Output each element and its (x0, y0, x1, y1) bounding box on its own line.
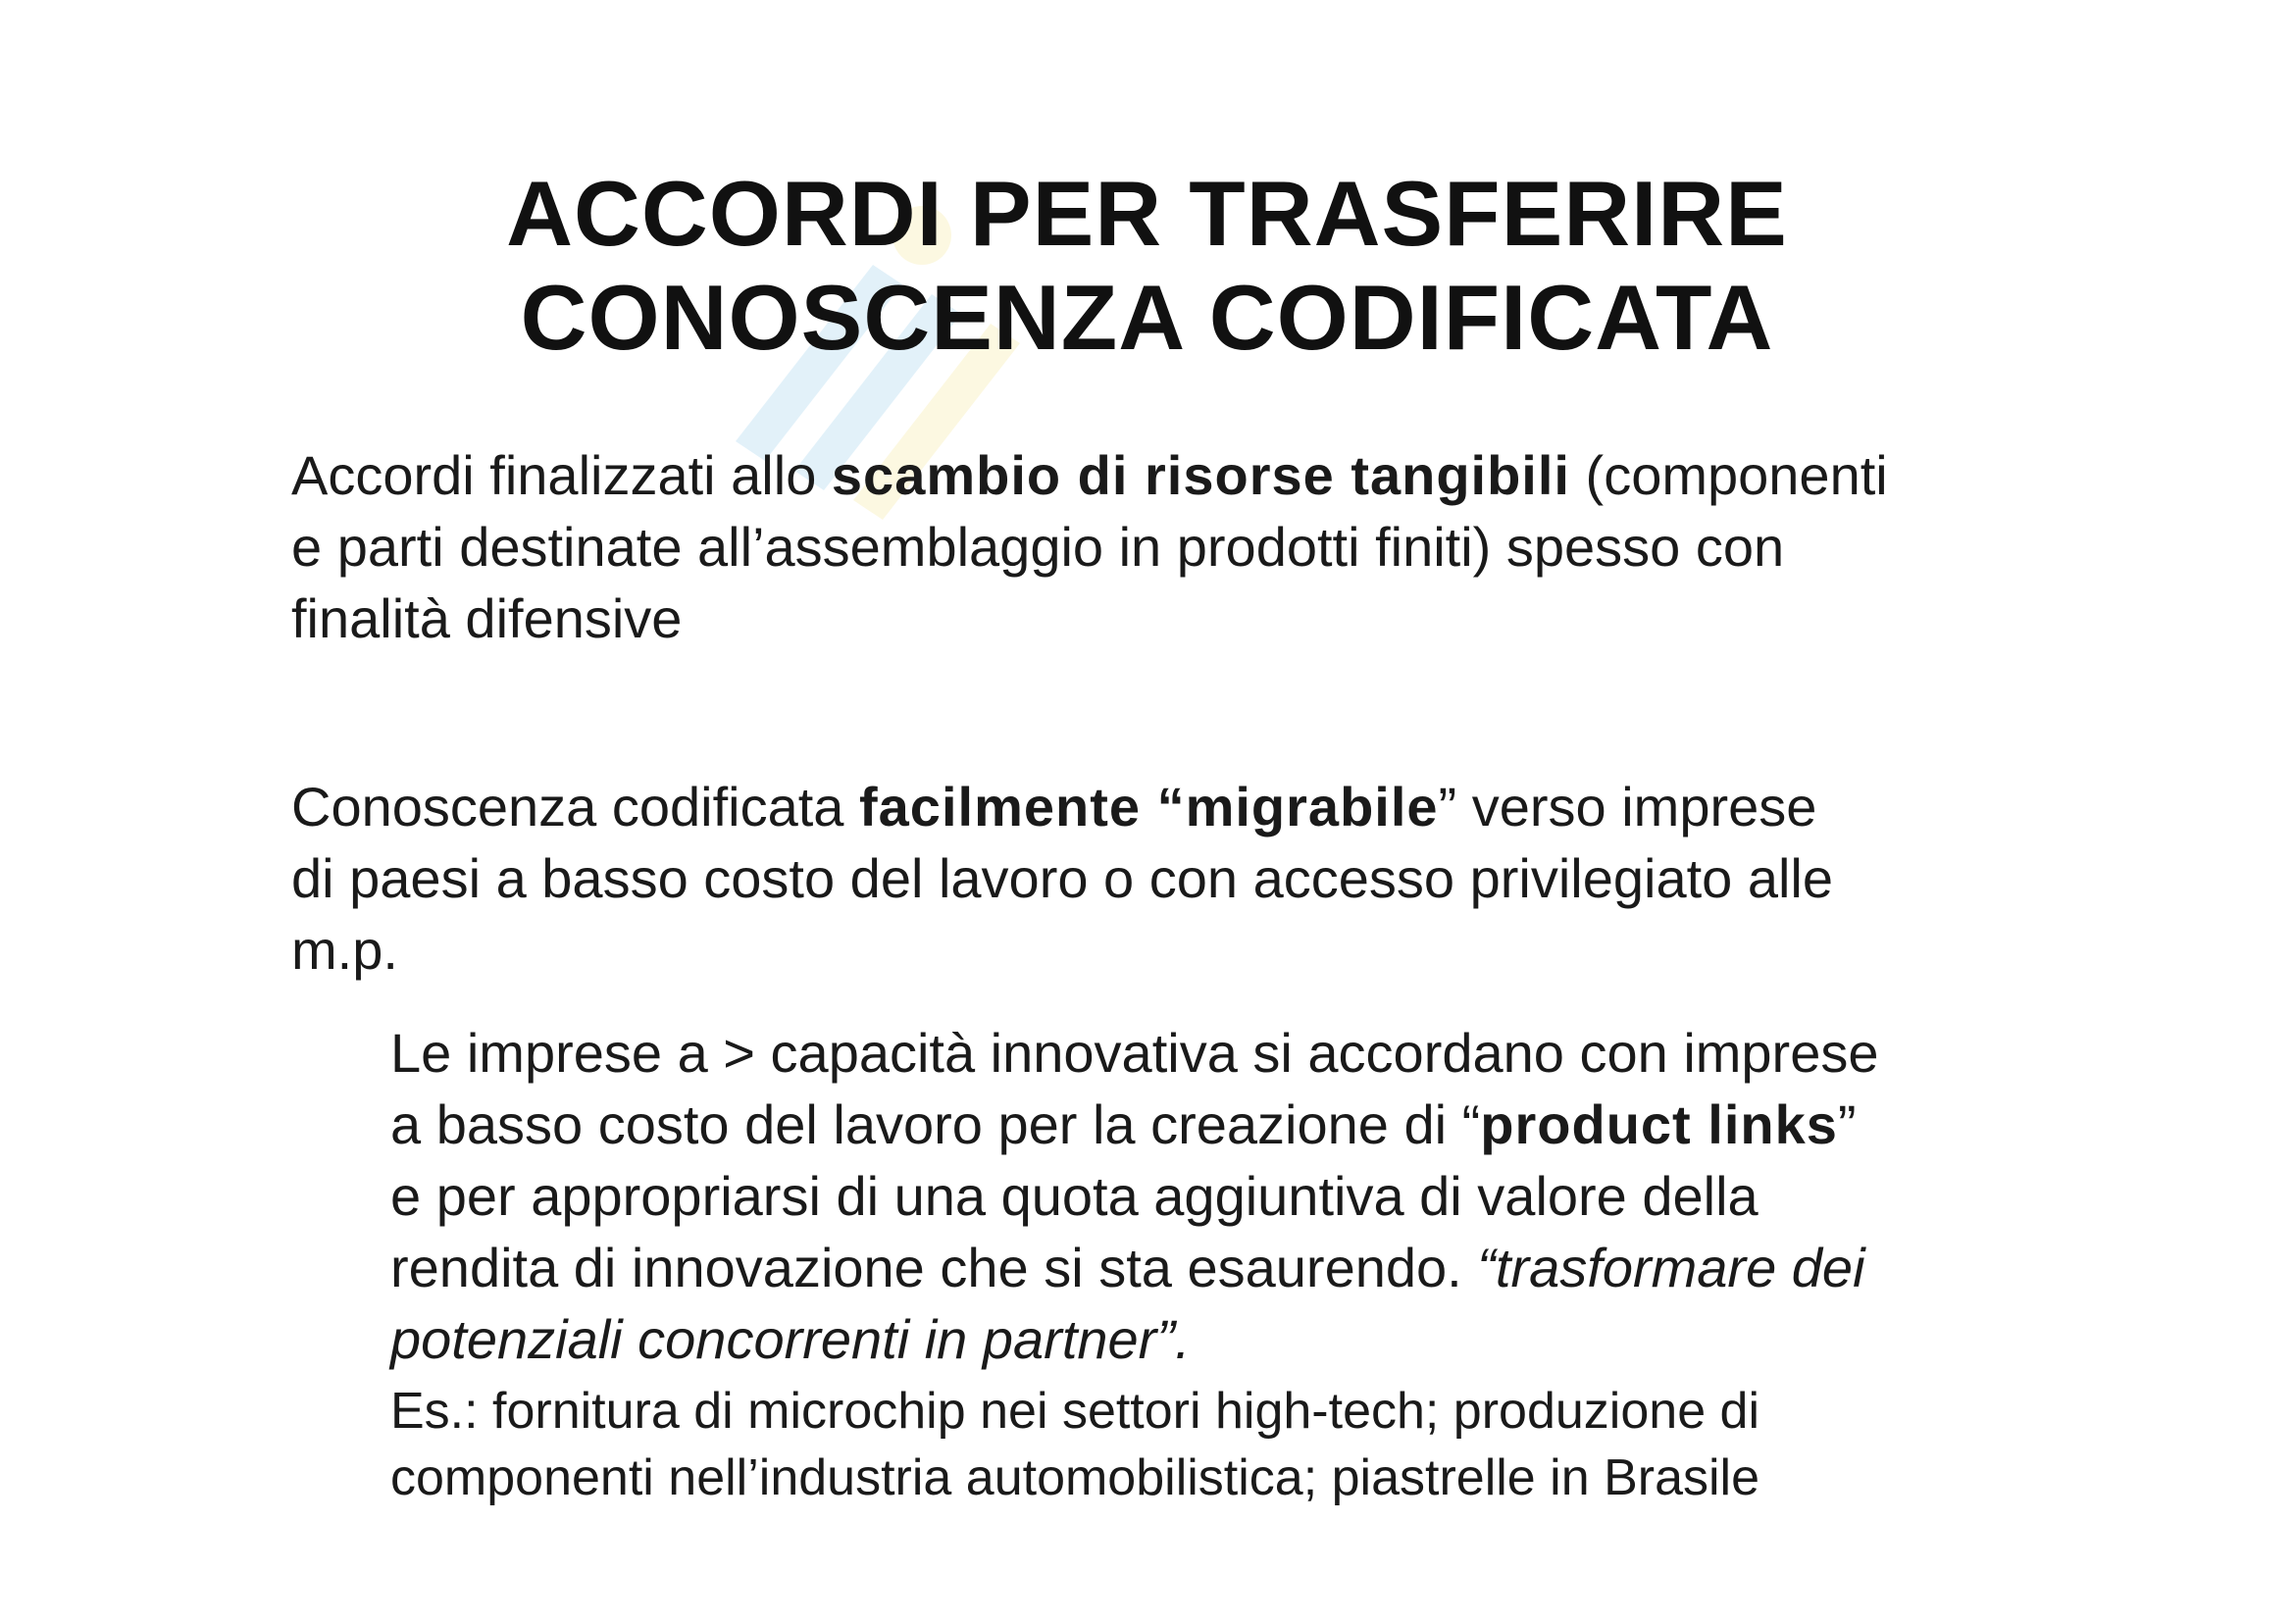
p2-text-a: Conoscenza codificata (291, 776, 860, 837)
p2-line-1 (291, 771, 1833, 842)
example-line-2: componenti nell’industria automobilistica; piastrelle in Brasile (390, 1449, 1760, 1506)
p1-text-a: Accordi finalizzati allo (291, 444, 832, 506)
p3-italic-quote-start: “trasformare dei (1477, 1237, 1865, 1298)
p3-line-4 (390, 1232, 1879, 1303)
title-line-1: ACCORDI PER TRASFERIRE (506, 162, 1788, 265)
paragraph-tangible-resources (291, 439, 1888, 654)
p1-bold: scambio di risorse tangibili (831, 444, 1570, 506)
slide-title (0, 162, 2294, 370)
p3-italic-quote-end: potenziali concorrenti in partner”. (390, 1308, 1191, 1370)
p1-line-1 (291, 439, 1888, 511)
p3-line-1: Le imprese a > capacità innovativa si accordano con imprese (390, 1022, 1879, 1084)
example-paragraph (390, 1378, 1759, 1511)
p3-line-5 (390, 1303, 1879, 1375)
paragraph-innovative-firms (390, 1017, 1879, 1375)
p1-line-3: finalità difensive (291, 587, 683, 649)
p2-line-3: m.p. (291, 919, 398, 981)
p3-line-3: e per appropriarsi di una quota aggiuntiva di valore della (390, 1165, 1759, 1227)
p1-line-2: e parti destinate all’assemblaggio in prodotti finiti) spesso con (291, 516, 1785, 578)
example-line-1: Es.: fornitura di microchip nei settori high-tech; produzione di (390, 1383, 1760, 1440)
p2-bold: facilmente “migrabile (859, 776, 1439, 837)
paragraph-codified-knowledge (291, 771, 1833, 986)
title-line-2: CONOSCENZA CODIFICATA (520, 266, 1774, 369)
p2-text-c: ” verso imprese (1438, 776, 1817, 837)
p3-bold: product links (1480, 1093, 1838, 1155)
p2-line-2: di paesi a basso costo del lavoro o con accesso privilegiato alle (291, 847, 1834, 909)
p3-line-2 (390, 1089, 1879, 1160)
p3-text-4a: rendita di innovazione che si sta esaurendo. (390, 1237, 1478, 1298)
p1-text-c: (componenti (1569, 444, 1888, 506)
p3-text-2c: ” (1837, 1093, 1857, 1155)
p3-text-2a: a basso costo del lavoro per la creazione di “ (390, 1093, 1481, 1155)
